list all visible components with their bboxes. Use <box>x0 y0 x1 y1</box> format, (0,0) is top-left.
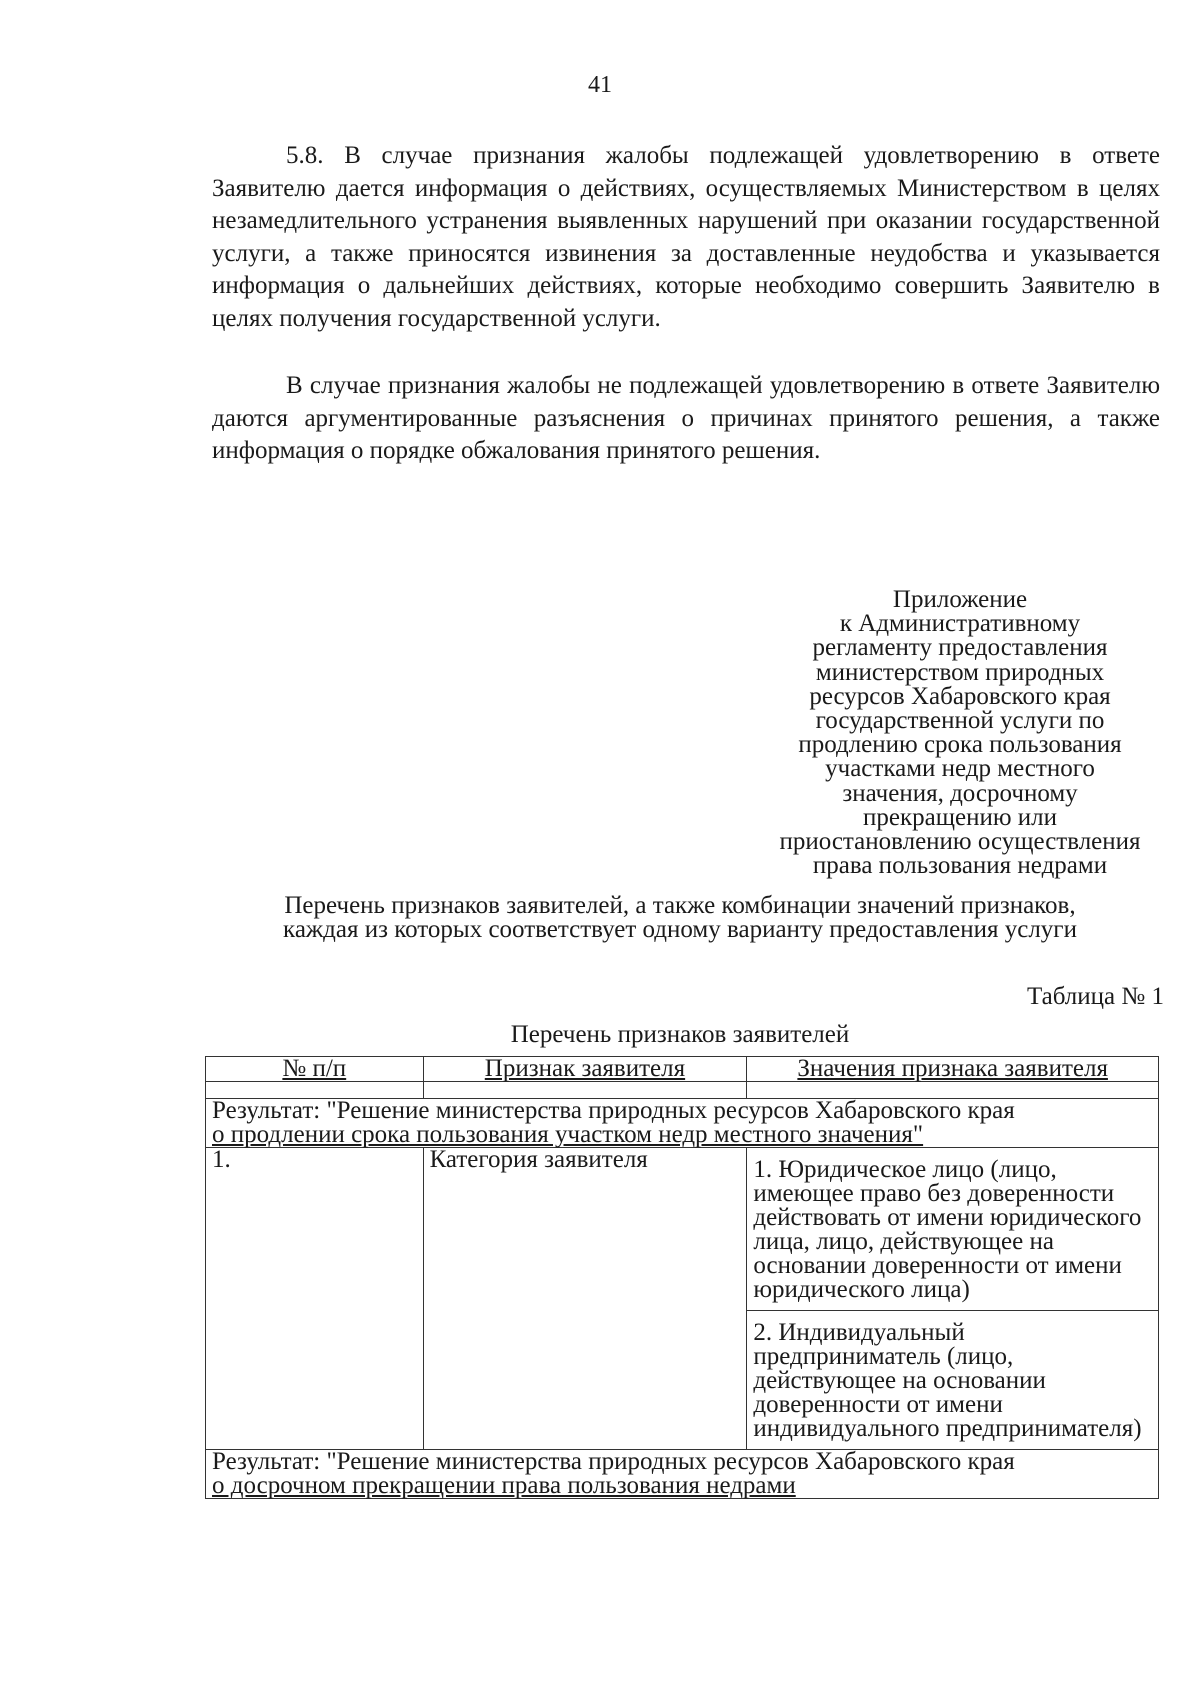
table-empty-row <box>206 1082 1159 1099</box>
applicant-criteria-table <box>205 1056 1159 1499</box>
empty-cell <box>206 1082 424 1099</box>
result-line: о продлении срока пользования участком недр местного значения" <box>212 1121 924 1148</box>
empty-cell <box>423 1082 747 1099</box>
result-line: Результат: "Решение министерства природных ресурсов Хабаровского края <box>212 1097 1015 1124</box>
appendix-line: ресурсов Хабаровского края <box>809 682 1111 710</box>
result-extension-cell <box>206 1099 1159 1148</box>
paragraph-5-8: 5.8. В случае признания жалобы подлежащей удовлетворению в ответе Заявителю дается информация о действиях, осуществляемых Министерством в целях незамедлительного устранения выявленных нарушений при оказании государственной услуги, а также приносятся извинения за доставленные неудобства и указывается информация о дальнейших действиях, которые необходимо совершить Заявителю в целях получения государственной услуги. <box>212 142 1160 332</box>
table-caption: Перечень признаков заявителей <box>510 1021 850 1048</box>
header-num: № п/п <box>206 1057 424 1082</box>
list-heading-line: Перечень признаков заявителей, а также комбинации значений признаков, <box>284 892 1076 919</box>
table-row <box>206 1148 1159 1311</box>
result-line: о досрочном прекращении права пользования недрами <box>212 1472 796 1499</box>
appendix-line: Приложение <box>892 586 1028 613</box>
result-termination-cell <box>206 1450 1159 1499</box>
table-header-row <box>206 1057 1159 1082</box>
page-number: 41 <box>588 72 612 98</box>
appendix-header <box>738 588 1182 878</box>
list-heading <box>180 894 1180 942</box>
list-heading-line: каждая из которых соответствует одному варианту предоставления услуги <box>283 916 1077 943</box>
table-result-row <box>206 1099 1159 1148</box>
empty-cell <box>747 1082 1159 1099</box>
appendix-line: участками недр местного <box>825 755 1095 783</box>
appendix-line: государственной услуги по <box>815 707 1105 735</box>
row-sign-cell: Категория заявителя <box>423 1148 747 1450</box>
appendix-line: министерством природных <box>815 658 1105 686</box>
appendix-line: права пользования недрами <box>812 852 1108 880</box>
row-value-legal-entity: 1. Юридическое лицо (лицо, имеющее право без доверенности действовать от имени юридического лица, лицо, действующее на основании доверенности от имени юридического лица) <box>747 1148 1159 1311</box>
appendix-line: продлению срока пользования <box>798 731 1122 759</box>
header-value: Значения признака заявителя <box>747 1057 1159 1082</box>
appendix-line: регламенту предоставления <box>812 634 1108 662</box>
header-sign: Признак заявителя <box>423 1057 747 1082</box>
appendix-line: значения, досрочному <box>842 779 1078 807</box>
appendix-line: приостановлению осуществления <box>779 828 1141 856</box>
table-number: Таблица № 1 <box>1026 983 1164 1010</box>
paragraph-rejection: В случае признания жалобы не подлежащей удовлетворению в ответе Заявителю даются аргументированные разъяснения о причинах принятого решения, а также информация о порядке обжалования принятого решения. <box>212 372 1160 464</box>
row-value-entrepreneur: 2. Индивидуальный предприниматель (лицо, действующее на основании доверенности от имени индивидуального предпринимателя) <box>747 1311 1159 1450</box>
appendix-line: прекращению или <box>863 803 1057 831</box>
row-num-cell: 1. <box>206 1148 424 1450</box>
result-line: Результат: "Решение министерства природных ресурсов Хабаровского края <box>212 1448 1015 1475</box>
appendix-line: к Административному <box>839 610 1081 638</box>
table-result-row <box>206 1450 1159 1499</box>
